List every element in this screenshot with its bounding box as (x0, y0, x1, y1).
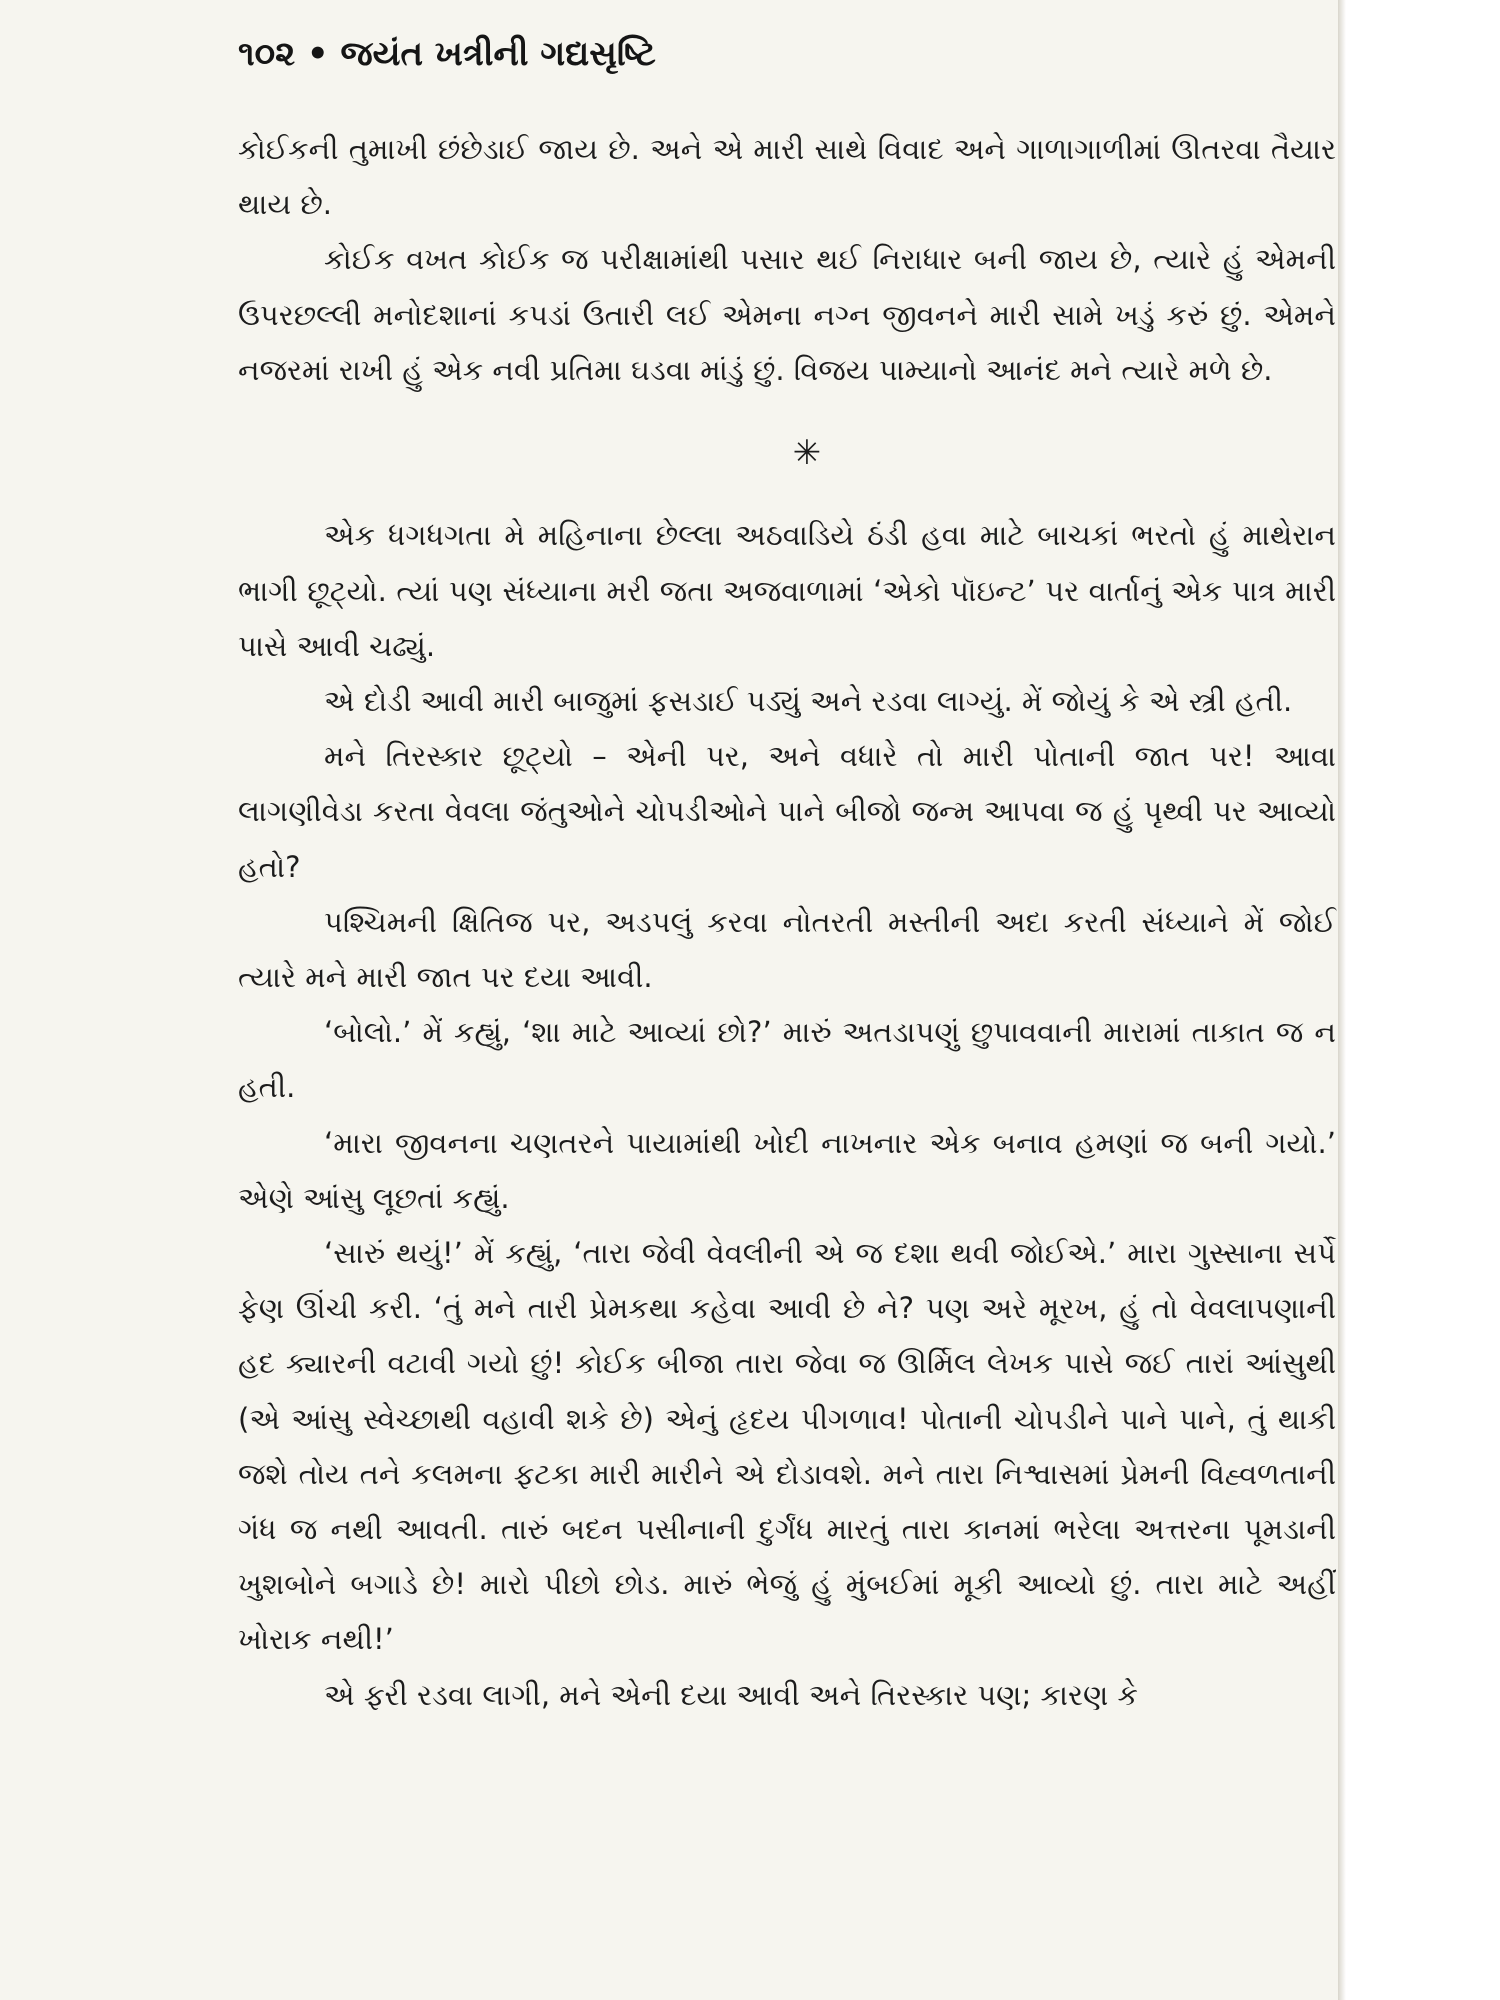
paragraph: ‘બોલો.’ મેં કહ્યું, ‘શા માટે આવ્યાં છો?’ મારું અતડાપણું છુપાવવાની મારામાં તાકાત જ ન હતી. (238, 1015, 1336, 1105)
section-divider-icon: ✳ (792, 433, 822, 474)
paragraph: એ દોડી આવી મારી બાજુમાં ફસડાઈ પડ્યું અને રડવા લાગ્યું. મેં જોયું કે એ સ્ત્રી હતી. (324, 684, 1293, 719)
paragraph: પશ્ચિમની ક્ષિતિજ પર, અડપલું કરવા નોતરતી મસ્તીની અદા કરતી સંધ્યાને મેં જોઈ ત્યારે મને મારી જાત પર દયા આવી. (238, 904, 1336, 995)
paragraph: એ ફરી રડવા લાગી, મને એની દયા આવી અને તિરસ્કાર પણ; કારણ કે (324, 1677, 1139, 1712)
page-edge (1338, 0, 1346, 2000)
paragraph: ‘મારા જીવનના ચણતરને પાયામાંથી ખોદી નાખનાર એક બનાવ હમણાં જ બની ગયો.’ એણે આંસુ લૂછતાં કહ્યું. (238, 1125, 1336, 1215)
paragraph: કોઈકની તુમાખી છંછેડાઈ જાય છે. અને એ મારી સાથે વિવાદ અને ગાળાગાળીમાં ઊતરવા તૈયાર થાય છે. (238, 132, 1336, 222)
paragraph: ‘સારું થયું!’ મેં કહ્યું, ‘તારા જેવી વેવલીની એ જ દશા થવી જોઈએ.’ મારા ગુસ્સાના સર્પે ફેણ ઊંચી કરી. ‘તું મને તારી પ્રેમકથા કહેવા આવી છે ને? પણ અરે મૂરખ, હું તો વેવલાપણાની હદ ક્યારની વટાવી ગયો છું! કોઈક બીજા તારા જેવા જ ઊર્મિલ લેખક પાસે જઈ તારાં આંસુથી (એ આંસુ સ્વેચ્છાથી વહાવી શકે છે) એનું હૃદય પીગળાવ! પોતાની ચોપડીને પાને પાને, તું થાકી જશે તોય તને કલમના ફટકા મારી મારીને એ દોડાવશે. મને તારા નિશ્વાસમાં પ્રેમની વિહ્વળતાની ગંધ જ નથી આવતી. તારું બદન પસીનાની દુર્ગંધ મારતું તારા કાનમાં ભરેલા અત્તરના પૂમડાની ખુશબોને બગાડે છે! મારો પીછો છોડ. મારું ભેજું હું મુંબઈમાં મૂકી આવ્યો છું. તારા માટે અહીં ખોરાક નથી!’ (238, 1236, 1336, 1657)
running-head: ૧૦૨ • જયંત ખત્રીની ગદ્યસૃષ્ટિ (238, 34, 656, 74)
paragraph: એક ધગધગતા મે મહિનાના છેલ્લા અઠવાડિયે ઠંડી હવા માટે બાચકાં ભરતો હું માથેરાન ભાગી છૂટ્યો. ત્યાં પણ સંધ્યાના મરી જતા અજવાળામાં ‘એકો પૉઇન્ટ’ પર વાર્તાનું એક પાત્ર મારી પાસે આવી ચઢ્યું. (238, 518, 1336, 663)
body-text (238, 122, 1336, 1723)
paragraph: કોઈક વખત કોઈક જ પરીક્ષામાંથી પસાર થઈ નિરાધાર બની જાય છે, ત્યારે હું એમની ઉપરછલ્લી મનોદશાનાં કપડાં ઉતારી લઈ એમના નગ્ન જીવનને મારી સામે ખડું કરું છું. એમને નજરમાં રાખી હું એક નવી પ્રતિમા ઘડવા માંડું છું. વિજય પામ્યાનો આનંદ મને ત્યારે મળે છે. (238, 242, 1336, 387)
paragraph: મને તિરસ્કાર છૂટ્યો – એની પર, અને વધારે તો મારી પોતાની જાત પર! આવા લાગણીવેડા કરતા વેવલા જંતુઓને ચોપડીઓને પાને બીજો જન્મ આપવા જ હું પૃથ્વી પર આવ્યો હતો? (238, 739, 1336, 884)
